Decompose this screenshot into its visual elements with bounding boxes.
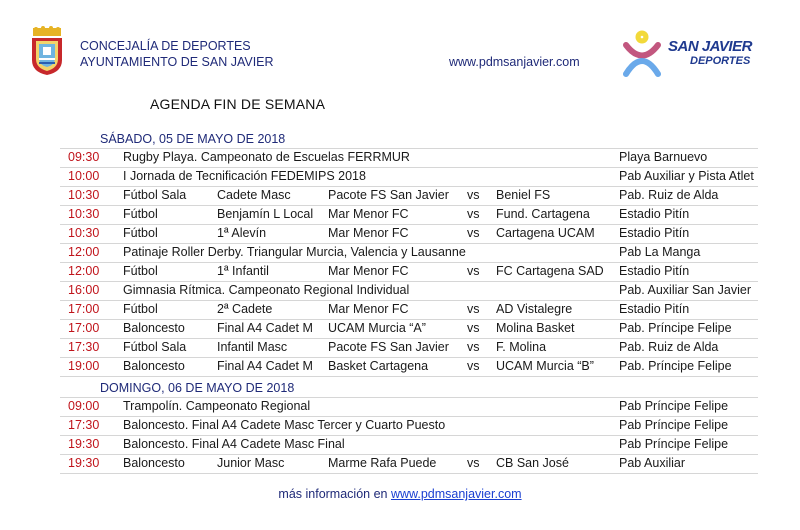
- footer-prefix: más información en: [278, 487, 391, 501]
- event-sport: Fútbol: [123, 226, 158, 240]
- event-venue: Pab. Príncipe Felipe: [619, 359, 732, 373]
- event-description: Gimnasia Rítmica. Campeonato Regional Individual: [123, 283, 410, 297]
- day-heading: SÁBADO, 05 DE MAYO DE 2018: [100, 132, 286, 146]
- event-category: 1ª Alevín: [217, 226, 267, 240]
- figure-logo-icon: [620, 28, 666, 78]
- event-row: [60, 262, 758, 281]
- day-section-sunday: [60, 379, 758, 474]
- event-sport: Baloncesto: [123, 359, 185, 373]
- event-row: [60, 338, 758, 357]
- event-category: Cadete Masc: [217, 188, 291, 202]
- event-row: [60, 435, 758, 454]
- event-home-team: Marme Rafa Puede: [328, 456, 437, 470]
- event-time: 19:30: [68, 456, 100, 470]
- coat-of-arms-icon: [30, 26, 64, 76]
- brand-name: SAN JAVIER: [668, 38, 752, 55]
- event-sport: Baloncesto: [123, 321, 185, 335]
- event-vs: vs: [467, 207, 480, 221]
- event-away-team: Molina Basket: [496, 321, 575, 335]
- organization-name: [80, 38, 274, 70]
- events-table: [60, 397, 758, 474]
- event-category: 2ª Cadete: [217, 302, 273, 316]
- event-time: 10:30: [68, 207, 100, 221]
- org-line-1: CONCEJALÍA DE DEPORTES: [80, 39, 251, 53]
- san-javier-deportes-logo-icon: [620, 28, 770, 78]
- footer: [0, 487, 800, 501]
- event-time: 16:00: [68, 283, 100, 297]
- event-sport: Fútbol: [123, 302, 158, 316]
- event-description: Baloncesto. Final A4 Cadete Masc Final: [123, 437, 345, 451]
- event-home-team: Mar Menor FC: [328, 207, 409, 221]
- event-vs: vs: [467, 321, 480, 335]
- event-away-team: CB San José: [496, 456, 569, 470]
- event-category: Final A4 Cadet M: [217, 359, 313, 373]
- event-category: Final A4 Cadet M: [217, 321, 313, 335]
- event-row: [60, 416, 758, 435]
- page-title: AGENDA FIN DE SEMANA: [150, 96, 326, 112]
- event-row: [60, 454, 758, 474]
- event-category: 1ª Infantil: [217, 264, 269, 278]
- event-row: [60, 148, 758, 167]
- event-sport: Fútbol Sala: [123, 340, 187, 354]
- event-row: [60, 300, 758, 319]
- event-away-team: Fund. Cartagena: [496, 207, 590, 221]
- event-away-team: AD Vistalegre: [496, 302, 573, 316]
- event-venue: Playa Barnuevo: [619, 150, 708, 164]
- event-category: Benjamín L Local: [217, 207, 314, 221]
- event-vs: vs: [467, 226, 480, 240]
- event-time: 10:30: [68, 226, 100, 240]
- event-row: [60, 397, 758, 416]
- event-time: 10:30: [68, 188, 100, 202]
- event-row: [60, 243, 758, 262]
- event-away-team: UCAM Murcia “B”: [496, 359, 594, 373]
- event-away-team: FC Cartagena SAD: [496, 264, 604, 278]
- day-heading: DOMINGO, 06 DE MAYO DE 2018: [100, 381, 295, 395]
- event-row: [60, 357, 758, 377]
- event-venue: Estadio Pitín: [619, 226, 690, 240]
- event-category: Infantil Masc: [217, 340, 288, 354]
- event-vs: vs: [467, 456, 480, 470]
- event-venue: Pab Príncipe Felipe: [619, 418, 729, 432]
- event-time: 10:00: [68, 169, 100, 183]
- event-vs: vs: [467, 264, 480, 278]
- event-row: [60, 167, 758, 186]
- event-venue: Estadio Pitín: [619, 264, 690, 278]
- event-time: 17:30: [68, 340, 100, 354]
- event-description: I Jornada de Tecnificación FEDEMIPS 2018: [123, 169, 366, 183]
- event-description: Baloncesto. Final A4 Cadete Masc Tercer y Cuarto Puesto: [123, 418, 446, 432]
- event-venue: Pab. Ruiz de Alda: [619, 340, 719, 354]
- event-sport: Baloncesto: [123, 456, 185, 470]
- event-vs: vs: [467, 340, 480, 354]
- event-time: 09:30: [68, 150, 100, 164]
- event-home-team: Mar Menor FC: [328, 302, 409, 316]
- event-vs: vs: [467, 188, 480, 202]
- event-category: Junior Masc: [217, 456, 285, 470]
- header-website: www.pdmsanjavier.com: [449, 55, 580, 69]
- event-time: 09:00: [68, 399, 100, 413]
- event-row: [60, 186, 758, 205]
- event-home-team: Basket Cartagena: [328, 359, 429, 373]
- event-venue: Pab. Ruiz de Alda: [619, 188, 719, 202]
- event-home-team: Mar Menor FC: [328, 226, 409, 240]
- event-time: 17:00: [68, 302, 100, 316]
- event-row: [60, 205, 758, 224]
- event-home-team: Pacote FS San Javier: [328, 340, 449, 354]
- event-time: 19:00: [68, 359, 100, 373]
- event-away-team: Cartagena UCAM: [496, 226, 595, 240]
- event-away-team: Beniel FS: [496, 188, 551, 202]
- event-sport: Fútbol: [123, 264, 158, 278]
- event-description: Trampolín. Campeonato Regional: [123, 399, 311, 413]
- day-section-saturday: [60, 130, 758, 377]
- event-row: [60, 319, 758, 338]
- event-row: [60, 281, 758, 300]
- event-venue: Pab Príncipe Felipe: [619, 399, 729, 413]
- event-time: 19:30: [68, 437, 100, 451]
- event-description: Rugby Playa. Campeonato de Escuelas FERRMUR: [123, 150, 410, 164]
- event-venue: Estadio Pitín: [619, 302, 690, 316]
- event-vs: vs: [467, 359, 480, 373]
- org-line-2: AYUNTAMIENTO DE SAN JAVIER: [80, 55, 274, 69]
- event-venue: Pab Príncipe Felipe: [619, 437, 729, 451]
- brand-subtitle: DEPORTES: [690, 55, 751, 67]
- event-away-team: F. Molina: [496, 340, 547, 354]
- event-sport: Fútbol: [123, 207, 158, 221]
- event-vs: vs: [467, 302, 480, 316]
- footer-website-link[interactable]: www.pdmsanjavier.com: [390, 487, 522, 501]
- event-venue: Estadio Pitín: [619, 207, 690, 221]
- event-time: 17:00: [68, 321, 100, 335]
- events-table: [60, 148, 758, 377]
- event-venue: Pab Auxiliar y Pista Atlet: [619, 169, 754, 183]
- event-row: [60, 224, 758, 243]
- event-sport: Fútbol Sala: [123, 188, 187, 202]
- event-time: 12:00: [68, 264, 100, 278]
- event-home-team: Mar Menor FC: [328, 264, 409, 278]
- event-venue: Pab. Príncipe Felipe: [619, 321, 732, 335]
- event-home-team: Pacote FS San Javier: [328, 188, 449, 202]
- event-venue: Pab La Manga: [619, 245, 701, 259]
- event-venue: Pab. Auxiliar San Javier: [619, 283, 752, 297]
- event-time: 12:00: [68, 245, 100, 259]
- event-description: Patinaje Roller Derby. Triangular Murcia, Valencia y Lausanne: [123, 245, 466, 259]
- event-venue: Pab Auxiliar: [619, 456, 686, 470]
- event-home-team: UCAM Murcia “A”: [328, 321, 426, 335]
- event-time: 17:30: [68, 418, 100, 432]
